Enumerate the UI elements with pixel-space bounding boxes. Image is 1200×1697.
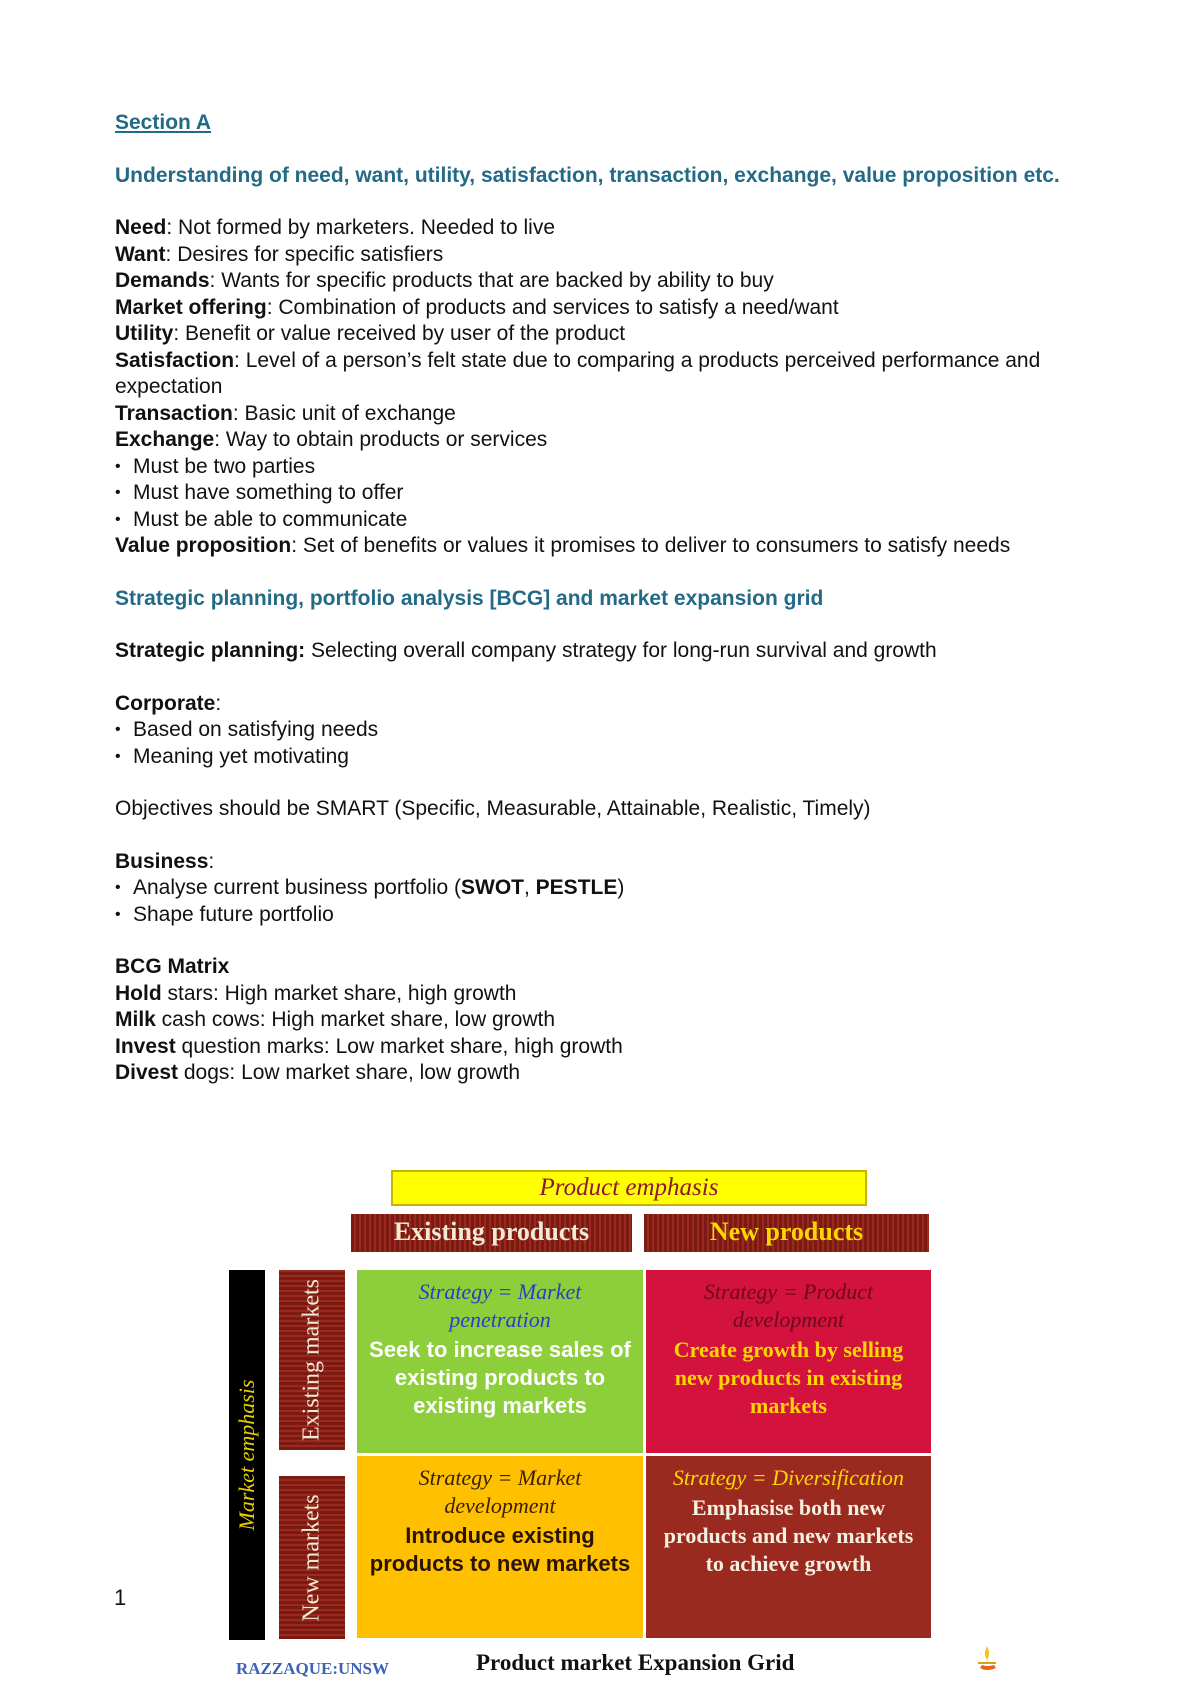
figure-caption: Product market Expansion Grid — [476, 1650, 795, 1675]
cell-strategy: Strategy = Market penetration — [418, 1279, 582, 1332]
strategic-planning-definition: Strategic planning: Selecting overall company strategy for long-run survival and growth — [115, 639, 937, 662]
definition-demands: Demands: Wants for specific products that are backed by ability to buy — [115, 269, 774, 292]
heading-concepts: Understanding of need, want, utility, satisfaction, transaction, exchange, value proposition etc. — [115, 163, 1060, 187]
definition-market-offering: Market offering: Combination of products and services to satisfy a need/want — [115, 295, 839, 319]
definitions-block — [115, 215, 1075, 560]
cell-diversification — [646, 1456, 931, 1638]
cell-description: Create growth by selling new products in existing markets — [673, 1337, 904, 1418]
product-emphasis-banner: Product emphasis — [391, 1170, 867, 1206]
business-block — [115, 849, 1075, 929]
bcg-row-invest: Invest question marks: Low market share, high growth — [115, 1034, 623, 1058]
bcg-block — [115, 954, 1075, 1087]
objectives-text: Objectives should be SMART (Specific, Measurable, Attainable, Realistic, Timely) — [115, 797, 871, 820]
corporate-title: Corporate: — [115, 691, 222, 715]
corporate-bullet: • Based on satisfying needs — [115, 717, 1075, 744]
market-emphasis-label: Market emphasis — [234, 1379, 259, 1531]
bcg-row-divest: Divest dogs: Low market share, low growth — [115, 1061, 521, 1084]
document-body — [115, 110, 1075, 1113]
heading-strategic-planning: Strategic planning, portfolio analysis [BCG] and market expansion grid — [115, 586, 824, 610]
corporate-block — [115, 691, 1075, 771]
bcg-title: BCG Matrix — [115, 955, 230, 978]
cell-strategy: Strategy = Market development — [418, 1465, 582, 1518]
bcg-row-hold: Hold stars: High market share, high growth — [115, 981, 517, 1005]
corporate-bullet: • Meaning yet motivating — [115, 744, 1075, 771]
cell-product-development — [646, 1270, 931, 1453]
cell-description: Seek to increase sales of existing products to existing markets — [369, 1337, 631, 1418]
business-title: Business: — [115, 849, 215, 873]
figure-credit: RAZZAQUE:UNSW — [236, 1659, 390, 1678]
cell-market-penetration — [357, 1270, 643, 1453]
product-market-expansion-grid — [226, 1166, 1006, 1691]
cell-description: Introduce existing products to new markets — [369, 1523, 631, 1576]
page-number: 1 — [114, 1585, 127, 1610]
business-bullet: • Analyse current business portfolio (SWOT, PESTLE) — [115, 875, 1075, 902]
definition-satisfaction: Satisfaction: Level of a person’s felt state due to comparing a products perceived performance and expectation — [115, 348, 1041, 398]
section-title: Section A — [115, 111, 212, 134]
cell-description: Emphasise both new products and new markets to achieve growth — [663, 1495, 914, 1576]
exchange-bullet: • Must be able to communicate — [115, 507, 1075, 534]
definition-value-proposition: Value proposition: Set of benefits or values it promises to deliver to consumers to satisfy needs — [115, 534, 1011, 557]
existing-markets-label: Existing markets — [298, 1279, 325, 1441]
existing-products-header: Existing products — [351, 1214, 632, 1252]
new-markets-label: New markets — [298, 1493, 325, 1622]
cell-market-development — [357, 1456, 643, 1638]
cell-strategy: Strategy = Diversification — [672, 1465, 905, 1490]
definition-need: Need: Not formed by marketers. Needed to live — [115, 216, 556, 239]
lamp-icon — [972, 1640, 1002, 1674]
exchange-bullet: • Must be two parties — [115, 454, 1075, 481]
bcg-row-milk: Milk cash cows: High market share, low growth — [115, 1008, 555, 1031]
new-products-header: New products — [644, 1214, 929, 1252]
existing-markets-header — [279, 1270, 345, 1450]
new-markets-header — [279, 1476, 345, 1639]
definition-transaction: Transaction: Basic unit of exchange — [115, 401, 456, 425]
exchange-bullet: • Must have something to offer — [115, 480, 1075, 507]
definition-exchange: Exchange: Way to obtain products or services — [115, 428, 548, 451]
cell-strategy: Strategy = Product development — [703, 1279, 874, 1332]
business-bullet: • Shape future portfolio — [115, 902, 1075, 929]
definition-utility: Utility: Benefit or value received by user of the product — [115, 322, 626, 345]
definition-want: Want: Desires for specific satisfiers — [115, 242, 444, 266]
